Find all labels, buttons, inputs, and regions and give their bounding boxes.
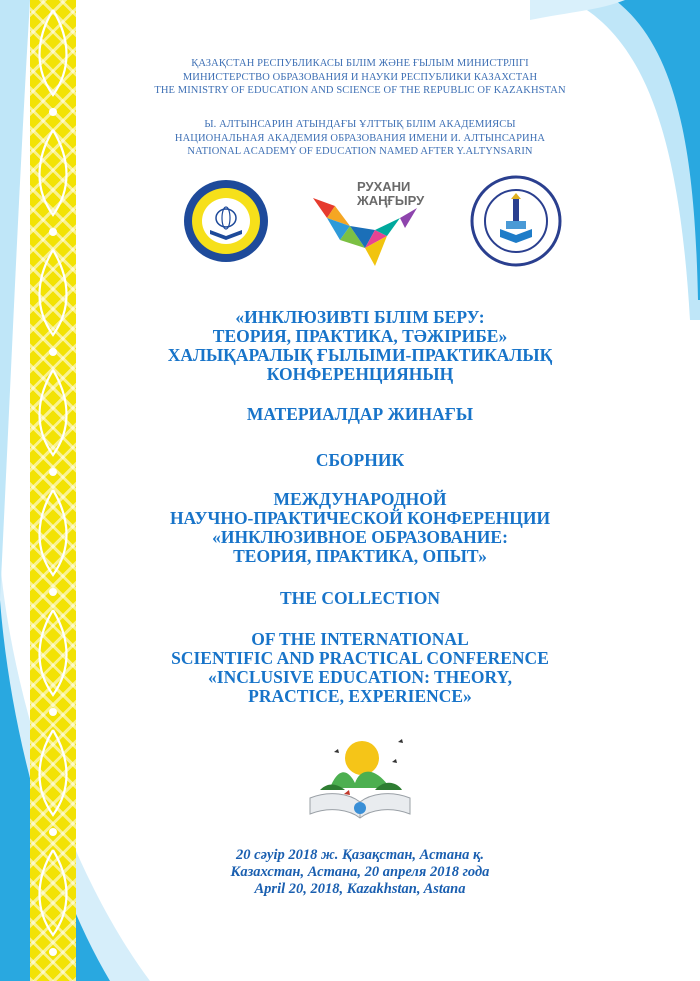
ministry-line-en: THE MINISTRY OF EDUCATION AND SCIENCE OF THE REPUBLIC OF KAZAKHSTAN bbox=[154, 85, 566, 96]
english-title-line: PRACTICE, EXPERIENCE» bbox=[248, 686, 472, 706]
ministry-line-ru: МИНИСТЕРСТВО ОБРАЗОВАНИЯ И НАУКИ РЕСПУБЛИКИ КАЗАХСТАН bbox=[182, 71, 538, 83]
english-title-line: SCIENTIFIC AND PRACTICAL CONFERENCE bbox=[171, 648, 549, 668]
academy-line-ru: НАЦИОНАЛЬНАЯ АКАДЕМИЯ ОБРАЗОВАНИЯ ИМЕНИ И. АЛТЫНСАРИНА bbox=[174, 132, 546, 144]
ministry-seal-logo bbox=[182, 178, 270, 264]
russian-title-line: НАУЧНО-ПРАКТИЧЕСКОЙ КОНФЕРЕНЦИИ bbox=[169, 508, 551, 528]
kazakh-ornament-strip bbox=[30, 0, 76, 981]
date-line-en: April 20, 2018, Kazakhstan, Astana bbox=[254, 881, 466, 897]
russian-collection-heading bbox=[150, 451, 570, 470]
academy-header bbox=[150, 118, 570, 159]
english-title bbox=[150, 630, 570, 706]
zhangyru-text: ЖАҢҒЫРУ bbox=[357, 193, 425, 208]
ministry-header bbox=[150, 57, 570, 98]
event-date-place bbox=[150, 847, 570, 898]
russian-title-line: ТЕОРИЯ, ПРАКТИКА, ОПЫТ» bbox=[233, 546, 487, 566]
kazakh-title-line: «ИНКЛЮЗИВТІ БІЛІМ БЕРУ: bbox=[235, 307, 485, 327]
kazakh-title-line: ХАЛЫҚАРАЛЫҚ ҒЫЛЫМИ-ПРАКТИКАЛЫҚ bbox=[167, 345, 553, 365]
english-collection-heading bbox=[150, 589, 570, 608]
kazakh-collection-text: МАТЕРИАЛДАР ЖИНАҒЫ bbox=[246, 404, 474, 424]
russian-collection-text: СБОРНИК bbox=[315, 450, 405, 470]
english-title-line: OF THE INTERNATIONAL bbox=[251, 629, 469, 649]
kazakh-title-line: ТЕОРИЯ, ПРАКТИКА, ТӘЖІРИБЕ» bbox=[212, 326, 508, 346]
kazakh-title bbox=[150, 308, 570, 384]
date-line-ru: Казахстан, Астана, 20 апреля 2018 года bbox=[230, 864, 490, 880]
russian-title bbox=[150, 490, 570, 566]
russian-title-line: МЕЖДУНАРОДНОЙ bbox=[273, 489, 447, 509]
ministry-line-kz: ҚАЗАҚСТАН РЕСПУБЛИКАСЫ БІЛІМ ЖӘНЕ ҒЫЛЫМ МИНИСТРЛІГІ bbox=[191, 58, 529, 69]
academy-line-kz: Ы. АЛТЫНСАРИН АТЫНДАҒЫ ҰЛТТЫҚ БІЛІМ АКАДЕМИЯСЫ bbox=[204, 119, 516, 130]
open-book-illustration bbox=[300, 728, 420, 828]
english-collection-text: THE COLLECTION bbox=[280, 588, 440, 608]
academy-line-en: NATIONAL ACADEMY OF EDUCATION NAMED AFTER Y.ALTYNSARIN bbox=[187, 146, 533, 157]
rukhani-zhangyru-logo bbox=[305, 178, 425, 273]
kazakh-title-line: КОНФЕРЕНЦИЯНЫҢ bbox=[266, 364, 454, 384]
english-title-line: «INCLUSIVE EDUCATION: THEORY, bbox=[208, 667, 512, 687]
top-right-wave bbox=[530, 0, 700, 320]
rukhani-text: РУХАНИ bbox=[357, 179, 411, 194]
academy-seal-logo bbox=[470, 175, 562, 267]
russian-title-line: «ИНКЛЮЗИВНОЕ ОБРАЗОВАНИЕ: bbox=[212, 527, 508, 547]
date-line-kz: 20 сәуір 2018 ж. Қазақстан, Астана қ. bbox=[236, 847, 484, 863]
kazakh-collection-heading bbox=[150, 405, 570, 424]
